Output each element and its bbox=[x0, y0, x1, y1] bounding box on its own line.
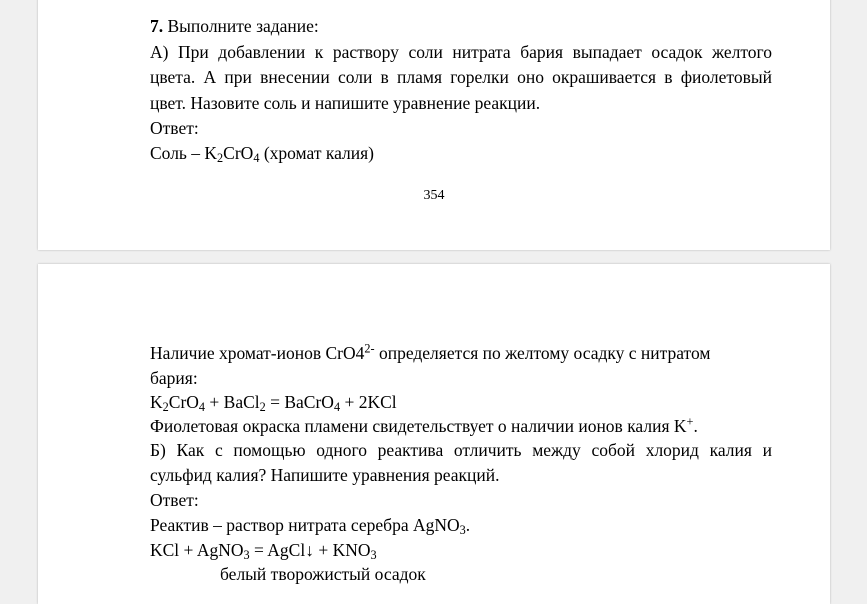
document-page-1 bbox=[38, 0, 830, 250]
chromate-line-2: бария: bbox=[150, 368, 198, 388]
answer-label-2: Ответ: bbox=[150, 490, 199, 510]
equation-1: $K_2CrO_4$ + BaCl$_2$ = BaCrO$_4$ + 2KCl bbox=[150, 392, 397, 415]
task-title: Выполните задание: bbox=[167, 16, 319, 36]
flame-line: Фиолетовая окраска пламени свидетельствует о наличии ионов калия K+. bbox=[150, 414, 698, 436]
task-a-line-2: цвета. А при внесении соли в пламя горелки оно окрашивается в фиолетовый bbox=[150, 67, 772, 87]
task-b-line-1: Б) Как с помощью одного реактива отличить между собой хлорид калия и bbox=[150, 440, 772, 460]
task-heading bbox=[150, 14, 319, 38]
task-a-line-1: А) При добавлении к раствору соли нитрата бария выпадает осадок желтого bbox=[150, 42, 772, 62]
chromate-line-1: Наличие хромат-ионов $CrO4^{2-}$ определяется по желтому осадку с нитратом bbox=[150, 341, 711, 363]
task-a-line-3: цвет. Назовите соль и напишите уравнение реакции. bbox=[150, 93, 541, 113]
precipitate-note: белый творожистый осадок bbox=[220, 564, 426, 584]
document-page-2 bbox=[38, 264, 830, 604]
page-number: 354 bbox=[423, 188, 445, 203]
salt-answer: Соль – $K_2CrO_4$ (хромат калия) bbox=[150, 143, 374, 166]
answer-label: Ответ: bbox=[150, 118, 199, 138]
reagent-line: Реактив – раствор нитрата серебра AgNO$_3$. bbox=[150, 515, 471, 538]
task-number: 7. bbox=[150, 16, 164, 36]
equation-2: KCl + AgNO$_3$ = AgCl↓ + $KNO_3$ bbox=[150, 540, 377, 563]
task-b-line-2: сульфид калия? Напишите уравнения реакций. bbox=[150, 465, 500, 485]
